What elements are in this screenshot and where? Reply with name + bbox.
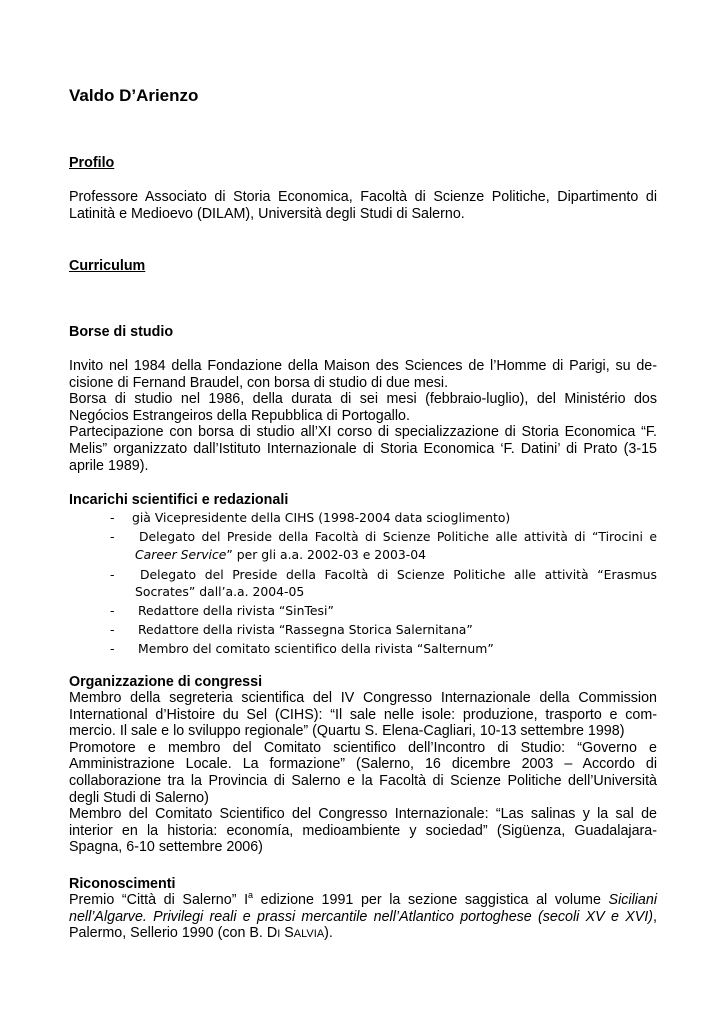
borse-line: Negócios Estrangeiros della Repubblica di Portogallo. xyxy=(69,407,410,424)
congressi-line: Membro della segreteria scientifica del IV Congresso Internazionale della Commission xyxy=(69,690,657,706)
list-dash: - xyxy=(110,622,115,637)
riconoscimenti-line xyxy=(69,892,657,909)
congressi-line: collaborazione tra la Provincia di Salerno e la Facoltà di Scienze Politiche dell’Università xyxy=(69,772,657,789)
profilo-line: Professore Associato di Storia Economica, Facoltà di Scienze Politiche, Dipartimento di xyxy=(69,189,657,205)
list-item-line xyxy=(135,546,426,564)
list-item: già Vicepresidente della CIHS (1998-2004 data scioglimento) xyxy=(132,510,511,525)
book-title: Siciliani xyxy=(608,892,657,908)
borse-line: cisione di Fernand Braudel, con borsa di studio di due mesi. xyxy=(69,374,449,391)
list-item-text: ” per gli a.a. 2002-03 e 2003-04 xyxy=(226,547,427,562)
section-heading-riconoscimenti: Riconoscimenti xyxy=(69,876,176,892)
italic-text: Career Service xyxy=(135,547,227,562)
text-run: ). xyxy=(324,925,333,942)
profilo-line: Latinità e Medioevo (DILAM), Università degli Studi di Salerno. xyxy=(69,205,465,222)
congressi-line: degli Studi di Salerno) xyxy=(69,789,209,806)
section-heading-borse: Borse di studio xyxy=(69,324,174,340)
section-heading-curriculum: Curriculum xyxy=(69,258,146,274)
small-caps: I xyxy=(277,928,281,941)
borse-line: aprile 1989). xyxy=(69,457,149,474)
text-run: Premio “Città di Salerno” I xyxy=(69,892,249,908)
text-run: Palermo, Sellerio 1990 (con B. D xyxy=(69,925,278,942)
text-run: , xyxy=(653,908,657,925)
list-item xyxy=(140,566,657,584)
congressi-line: Amministrazione Locale. La formazione” (Salerno, 16 dicembre 2003 – Accordo di xyxy=(69,756,657,773)
borse-line: Invito nel 1984 della Fondazione della Maison des Sciences de l’Homme di Parigi, su de- xyxy=(69,358,657,374)
list-dash: - xyxy=(110,529,115,544)
list-dash: - xyxy=(110,641,115,656)
text-run: edizione 1991 per la sezione saggistica al volume xyxy=(253,892,609,908)
riconoscimenti-line xyxy=(69,925,657,943)
borse-text xyxy=(69,358,657,474)
riconoscimenti-line xyxy=(69,909,657,926)
list-item: Redattore della rivista “Rassegna Storica Salernitana” xyxy=(138,622,473,637)
section-heading-incarichi: Incarichi scientifici e redazionali xyxy=(69,492,289,508)
section-heading-congressi: Organizzazione di congressi xyxy=(69,674,263,690)
incarichi-list xyxy=(0,509,724,659)
book-title: nell’Algarve. Privilegi reali e prassi mercantile nell’Atlantico portoghese (secoli XV e XVI) xyxy=(69,908,654,925)
text-run: S xyxy=(280,925,294,942)
congressi-line: International d’Histoire du Sel (CIHS): “Il sale nelle isole: produzione, trasporto e com- xyxy=(69,706,657,723)
congressi-line: Spagna, 6-10 settembre 2006) xyxy=(69,839,263,856)
list-item-line: Socrates” dall’a.a. 2004-05 xyxy=(135,584,305,599)
list-item: Redattore della rivista “SinTesi” xyxy=(138,603,334,618)
riconoscimenti-text xyxy=(69,892,657,943)
profilo-text xyxy=(69,189,657,222)
borse-line: Borsa di studio nel 1986, della durata di sei mesi (febbraio-luglio), del Ministério dos xyxy=(69,391,657,408)
author-name: Valdo D’Arienzo xyxy=(69,86,199,105)
list-dash: - xyxy=(110,603,115,618)
list-dash: - xyxy=(110,510,115,525)
borse-line: Partecipazione con borsa di studio all’XI corso di specializzazione di Storia Economica “F. xyxy=(69,424,657,441)
section-heading-profilo: Profilo xyxy=(69,155,115,171)
congressi-line: Membro del Comitato Scientifico del Congresso Internazionale: “Las salinas y la sal de xyxy=(69,806,657,823)
small-caps: ALVIA xyxy=(293,928,325,941)
congressi-text xyxy=(69,690,657,856)
congressi-line: mercio. Il sale e lo sviluppo regionale” (Quartu S. Elena-Cagliari, 10-13 settembre 1998) xyxy=(69,723,625,740)
list-item xyxy=(139,528,657,546)
list-item-line: Delegato del Preside della Facoltà di Scienze Politiche alle attività “Erasmus xyxy=(140,567,657,582)
borse-line: Melis” organizzato dall’Istituto Internazionale di Storia Economica ‘F. Datini’ di Prato (3-15 xyxy=(69,440,657,457)
congressi-line: interior en la historia: economía, medioambiente y sociedad” (Sigüenza, Guadalajara- xyxy=(69,822,657,839)
superscript: a xyxy=(248,890,254,900)
list-item-line: Delegato del Preside della Facoltà di Scienze Politiche alle attività di “Tirocini e xyxy=(139,529,657,544)
list-item: Membro del comitato scientifico della rivista “Salternum” xyxy=(138,641,494,656)
list-dash: - xyxy=(110,567,115,582)
congressi-line: Promotore e membro del Comitato scientifico dell’Incontro di Studio: “Governo e xyxy=(69,739,657,756)
